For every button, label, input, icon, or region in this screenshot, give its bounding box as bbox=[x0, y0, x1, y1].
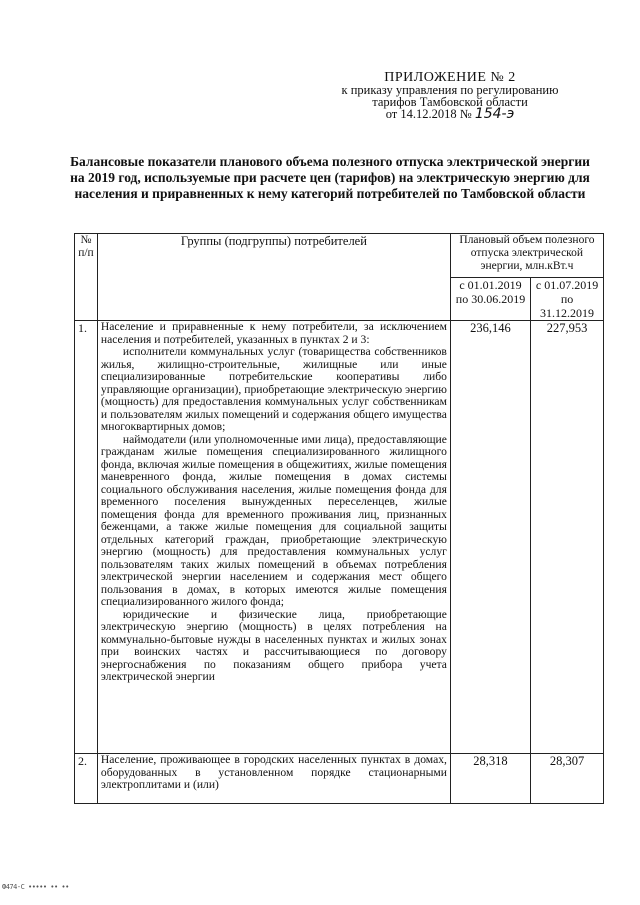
group-intro: Население, проживающее в городских населенных пунктах в домах, оборудованных в установленном порядке стационарными электроплитами и (или) bbox=[100, 753, 447, 791]
group-subitem: наймодатели (или уполномоченные ими лица), предоставляющие гражданам жилые помещения специализированного жилищного фонда, включая жилые помещения в общежитиях, жилые помещения маневренного фонда, жилые помещения в домах системы социального обслуживания населения, жилые помещения фонда для временного поселения вынужденных переселенцев, жилые помещения фонда для временного проживания лиц, признанных беженцами, а также жилые помещения для социальной защиты отдельных категорий граждан, приобретающие электрическую энергию (мощность) для предоставления коммунальных услуг пользователям таких жилых помещений в объемах потребления электрической энергии населением и содержания мест общего пользования в домах, в которых имеются жилые помещения специализированного жилого фонда; bbox=[100, 432, 447, 608]
table-header-row bbox=[75, 234, 604, 278]
appendix-line-1: к приказу управления по регулированию bbox=[341, 83, 559, 97]
column-header-number: № п/п bbox=[75, 234, 98, 321]
consumer-group-description bbox=[97, 754, 450, 804]
appendix-line-2: тарифов Тамбовской области bbox=[372, 95, 528, 109]
row-number: 1. bbox=[75, 321, 98, 754]
group-subitem: исполнители коммунальных услуг (товарищества собственников жилья, жилищно-строительные, жилищные или иные специализированные потребительские кооперативы либо управляющие организации), приобретающие электрическую энергию (мощность) для предоставления коммунальных услуг собственникам и пользователям жилых помещений и содержания общего имущества многоквартирных домов; bbox=[100, 345, 447, 433]
volume-period-1: 28,318 bbox=[450, 754, 530, 804]
column-header-period-2: с 01.07.2019 по 31.12.2019 bbox=[531, 278, 604, 321]
row-number: 2. bbox=[75, 754, 98, 804]
balance-table bbox=[74, 233, 604, 804]
document-title: Балансовые показатели планового объема полезного отпуска электрической энергии на 2019 год, используемые при расчете цен (тарифов) на электрическую энергию для населения и приравненных к нему категорий потребителей по Тамбовской области bbox=[70, 154, 590, 201]
column-header-group: Группы (подгруппы) потребителей bbox=[97, 234, 450, 321]
table-row bbox=[75, 321, 604, 754]
group-intro: Население и приравненные к нему потребители, за исключением населения и потребителей, указанных в пунктах 2 и 3: bbox=[100, 320, 447, 346]
appendix-title: ПРИЛОЖЕНИЕ № 2 bbox=[384, 70, 516, 85]
column-header-plan: Плановый объем полезного отпуска электрической энергии, млн.кВт.ч bbox=[450, 234, 603, 278]
scan-stamp: Ф474-С ••••• •• •• bbox=[2, 883, 69, 891]
order-date: от 14.12.2018 № bbox=[385, 107, 472, 121]
column-header-period-1: с 01.01.2019 по 30.06.2019 bbox=[450, 278, 530, 321]
volume-period-1: 236,146 bbox=[450, 321, 530, 754]
volume-period-2: 28,307 bbox=[531, 754, 604, 804]
volume-period-2: 227,953 bbox=[531, 321, 604, 754]
order-number: 154-э bbox=[474, 106, 515, 122]
order-reference bbox=[300, 108, 600, 120]
group-subitem: юридические и физические лица, приобретающие электрическую энергию (мощность) в целях потребления на коммунально-бытовые нужды в населенных пунктах и жилых зонах при воинских частях и рассчитывающиеся по договору энергоснабжения по показаниям общего прибора учета электрической энергии bbox=[100, 607, 447, 683]
consumer-group-description bbox=[97, 321, 450, 754]
appendix-header bbox=[300, 72, 600, 120]
table-row bbox=[75, 754, 604, 804]
